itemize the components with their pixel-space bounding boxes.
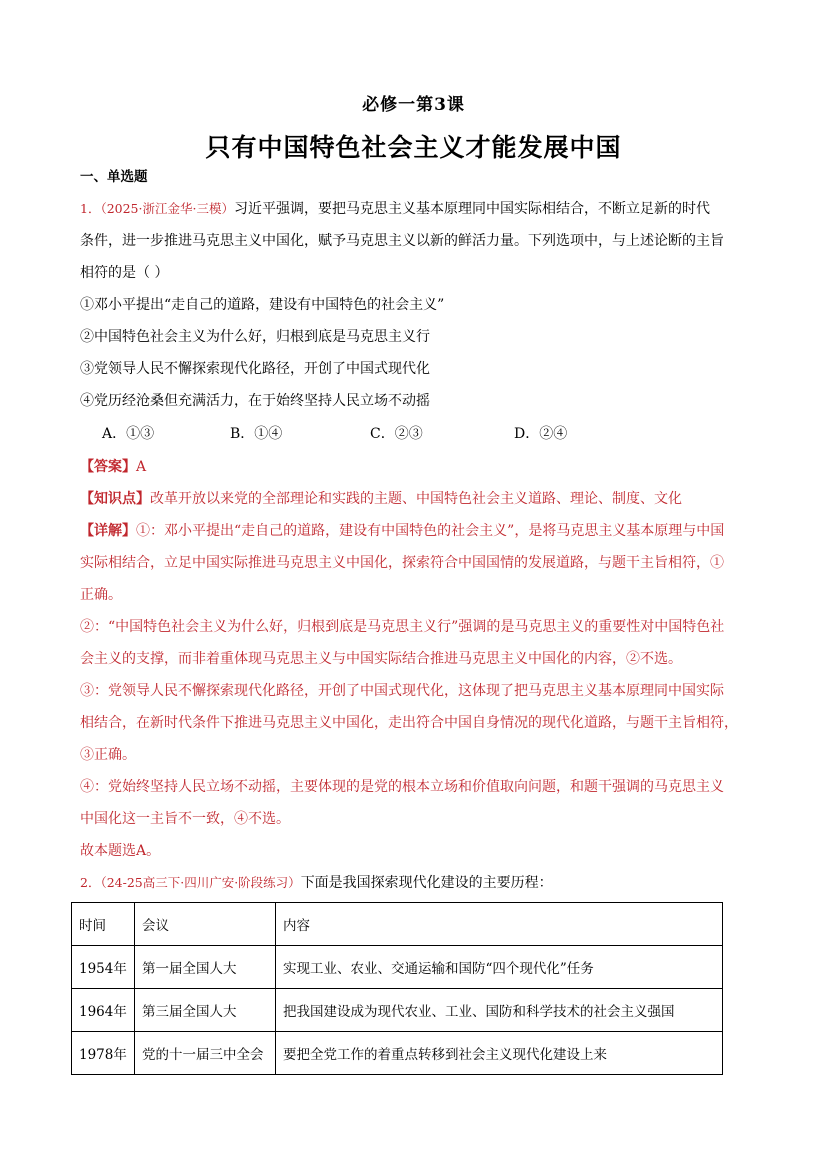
table-cell: 1978年 <box>72 1032 135 1075</box>
table-row <box>72 946 723 989</box>
q1-detail-line-11: 故本题选A。 <box>80 843 161 859</box>
table-header-cell: 会议 <box>135 903 276 946</box>
page-title: 只有中国特色社会主义才能发展中国 <box>205 133 622 162</box>
q1-knowledge: 【知识点】改革开放以来党的全部理论和实践的主题、中国特色社会主义道路、理论、制度、文化 <box>80 491 682 507</box>
table-cell: 实现工业、农业、交通运输和国防“四个现代化”任务 <box>276 946 723 989</box>
table-cell: 第三届全国人大 <box>135 989 276 1032</box>
table-row <box>72 1032 723 1075</box>
table-cell: 1954年 <box>72 946 135 989</box>
table-cell: 党的十一届三中全会 <box>135 1032 276 1075</box>
q1-item-2: ②中国特色社会主义为什么好，归根到底是马克思主义行 <box>80 329 430 345</box>
q1-detail-line-8: ③正确。 <box>80 747 136 763</box>
q1-item-4: ④党历经沧桑但充满活力，在于始终坚持人民立场不动摇 <box>80 393 430 409</box>
lesson-subtitle: 必修一第3课 <box>362 95 465 115</box>
q1-detail-line-6: ③：党领导人民不懈探索现代化路径，开创了中国式现代化，这体现了把马克思主义基本原理同中国实际 <box>80 683 724 699</box>
q1-source: 1．（2025·浙江金华·三模） <box>80 201 234 216</box>
q1-answer: 【答案】A <box>80 459 147 475</box>
table-header-cell: 内容 <box>276 903 723 946</box>
table-header-row <box>72 903 723 946</box>
table-cell: 1964年 <box>72 989 135 1032</box>
q1-detail-line-2: 实际相结合，立足中国实际推进马克思主义中国化，探索符合中国国情的发展道路，与题干主旨相符，① <box>80 555 724 571</box>
q1-option-a: A．①③ <box>102 426 155 442</box>
q1-detail-line-3: 正确。 <box>80 587 122 603</box>
table-cell: 把我国建设成为现代农业、工业、国防和科学技术的社会主义强国 <box>276 989 723 1032</box>
q1-detail-line-4: ②：“中国特色社会主义为什么好，归根到底是马克思主义行”强调的是马克思主义的重要性对中国特色社 <box>80 619 725 635</box>
q1-detail-line-1: 【详解】①：邓小平提出“走自己的道路，建设有中国特色的社会主义”，是将马克思主义基本原理与中国 <box>80 523 725 539</box>
table-row <box>72 989 723 1032</box>
q1-stem-line-2: 条件，进一步推进马克思主义中国化，赋予马克思主义以新的鲜活力量。下列选项中，与上述论断的主旨 <box>80 233 724 249</box>
q1-option-d: D．②④ <box>514 426 568 442</box>
q1-detail-line-5: 会主义的支撑，而非着重体现马克思主义与中国实际结合推进马克思主义中国化的内容，②不选。 <box>80 651 682 667</box>
section-heading: 一、单选题 <box>80 169 148 185</box>
table-header-cell: 时间 <box>72 903 135 946</box>
q1-detail-line-9: ④：党始终坚持人民立场不动摇，主要体现的是党的根本立场和价值取向问题，和题干强调的马克思主义 <box>80 779 724 795</box>
q1-stem-line-3: 相符的是（ ） <box>80 265 169 281</box>
table-cell: 要把全党工作的着重点转移到社会主义现代化建设上来 <box>276 1032 723 1075</box>
modernization-history-table <box>71 902 723 1075</box>
q1-option-b: B．①④ <box>230 426 283 442</box>
q1-options <box>80 417 750 451</box>
question-1 <box>80 193 750 899</box>
q1-detail-line-7: 相结合，在新时代条件下推进马克思主义中国化，走出符合中国自身情况的现代化道路，与题干主旨相符， <box>80 715 738 731</box>
q1-stem-line-1: 1．（2025·浙江金华·三模）习近平强调，要把马克思主义基本原理同中国实际相结合，不断立足新的时代 <box>80 201 710 217</box>
q1-item-1: ①邓小平提出“走自己的道路，建设有中国特色的社会主义” <box>80 297 445 313</box>
q2-stem: 2．（24-25高三下·四川广安·阶段练习）下面是我国探索现代化建设的主要历程： <box>80 875 553 891</box>
q1-detail-line-10: 中国化这一主旨不一致，④不选。 <box>80 811 290 827</box>
q2-source: 2．（24-25高三下·四川广安·阶段练习） <box>80 875 301 890</box>
q1-option-c: C．②③ <box>370 426 423 442</box>
table-cell: 第一届全国人大 <box>135 946 276 989</box>
q1-item-3: ③党领导人民不懈探索现代化路径，开创了中国式现代化 <box>80 361 430 377</box>
